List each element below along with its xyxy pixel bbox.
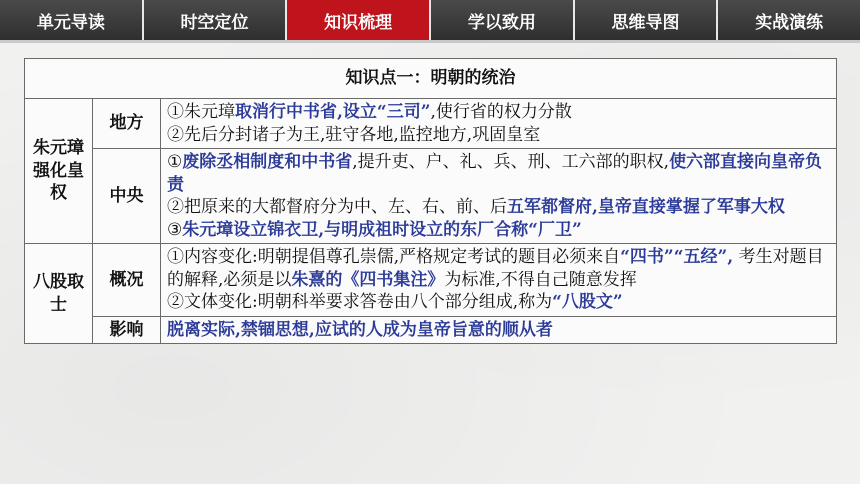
row-label-overview: 概况 [93,244,161,317]
body-text: ①内容变化:明朝提倡尊孔崇儒,严格规定考试的题目必须来自 [167,247,621,267]
top-nav [0,0,860,40]
content-line [167,319,828,342]
body-text: ,使行省的权力分散 [430,102,572,122]
body-text: 为标准,不得自己随意发挥 [444,269,637,290]
row-label-central: 中央 [93,149,161,244]
row-content-impact [161,316,837,344]
category-imperial-power: 朱元璋强化皇权 [25,99,93,244]
row-label-local: 地方 [93,99,161,149]
highlight-text: 脱离实际,禁锢思想,应试的人成为皇帝旨意的顺从者 [167,319,553,340]
highlight-text: 使六部直接向皇帝负责 [167,152,823,195]
nav-divider [0,40,860,43]
knowledge-table [24,58,837,344]
tab-timeline[interactable]: 时空定位 [144,0,288,40]
tab-exercise[interactable]: 实战演练 [718,0,860,40]
row-content-overview [161,244,837,317]
body-text: ③ [167,219,183,240]
content-line [167,196,828,219]
content-line [167,219,828,242]
body-text: ②文体变化:明朝科举要求答卷由八个部分组成,称为 [167,292,553,312]
highlight-text: 朱熹的《四书集注》 [291,269,445,290]
category-eight-legged-exam: 八股取士 [25,244,93,344]
body-text: ,提升吏、户、礼、兵、刑、工六部的职权, [352,152,670,172]
body-text: ①朱元璋 [167,102,235,122]
body-text: ① [167,152,183,172]
highlight-text: “八股文” [552,292,623,312]
body-text: ②先后分封诸子为王,驻守各地,监控地方,巩固皇室 [167,124,541,145]
row-content-central [161,149,837,244]
tab-mindmap[interactable]: 思维导图 [575,0,719,40]
table-title: 知识点一：明朝的统治 [25,59,837,99]
content-line [167,291,828,314]
content-line [167,124,828,147]
highlight-text: 废除丞相制度和中书省 [182,152,353,172]
tab-knowledge[interactable]: 知识梳理 [287,0,431,40]
content-line [167,151,828,196]
highlight-text: 取消行中书省,设立“三司” [235,102,431,122]
highlight-text: 朱元璋设立锦衣卫,与明成祖时设立的东厂合称“厂卫” [182,219,582,240]
row-label-impact: 影响 [93,316,161,344]
highlight-text: “四书”“五经”, [620,247,734,267]
body-text: 考生对题目的解释,必须是以 [167,247,824,290]
row-content-local [161,99,837,149]
tab-unit-intro[interactable]: 单元导读 [0,0,144,40]
highlight-text: 五军都督府,皇帝直接掌握了军事大权 [507,197,785,217]
tab-practice[interactable]: 学以致用 [431,0,575,40]
content-line [167,246,828,291]
body-text: ②把原来的大都督府分为中、左、右、前、后 [167,197,507,217]
content-line [167,101,828,124]
